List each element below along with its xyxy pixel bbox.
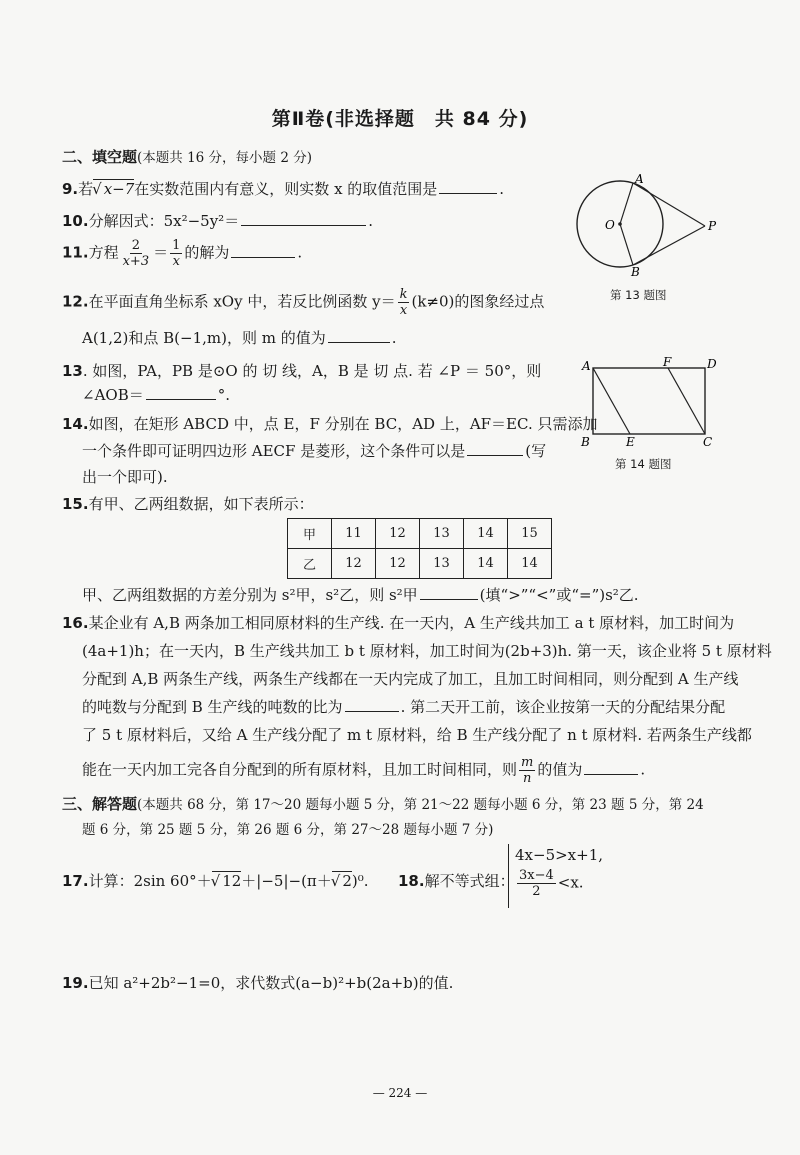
q13-answer-blank[interactable] [146,385,216,400]
center-dot [618,222,622,226]
q16-line6b: 的值为 [537,760,583,779]
rectangle-abcd [593,368,705,434]
table-cell: 12 [376,549,420,579]
question-17 [62,870,369,891]
q11-f1-den: x+3 [122,254,150,269]
label-a: A [635,172,644,186]
table-cell: 14 [464,549,508,579]
q17-text-b: ＋|−5|−(π＋ [241,872,332,890]
q15-after-a: 甲、乙两组数据的方差分别为 s²甲，s²乙，则 s²甲 [82,586,418,604]
radius-ob [620,224,633,265]
q17-radical-2: √ 2 [332,871,352,890]
q17-text-a: 计算：2sin 60°＋ [88,872,212,890]
section2-label: 二、填空题 [62,148,138,166]
q15-data-table-wrap [287,518,552,579]
q18-inequality-system [508,844,635,908]
q12-end: . [391,329,397,347]
q11-f2-num: 1 [172,238,181,253]
q15-number: 15. [62,495,89,513]
q12-fraction [398,287,410,318]
q16-answer-blank-2[interactable] [584,760,638,775]
q14-line2: 一个条件即可证明四边形 AECF 是菱形，这个条件可以是 [82,442,466,460]
table-cell: 12 [376,519,420,549]
q9-answer-blank[interactable] [439,179,497,194]
question-18 [398,870,515,891]
q16-number: 16. [62,614,89,632]
q16-end: . [640,760,646,779]
q14-line2b: (写 [525,442,547,460]
q18-f-num: 3x−4 [519,868,554,883]
section3-note2 [82,818,493,838]
q11-fraction-2 [170,238,182,269]
label-o: O [605,218,615,232]
section3-note2-text: 题 6 分，第 25 题 5 分，第 26 题 6 分，第 27～28 题每小题 7 分) [82,822,494,838]
q11-text-b: 的解为 [184,243,230,262]
question-10 [62,210,373,231]
segment-fc [668,368,705,434]
q18-ineq1: 4x−5>x+1, [515,846,604,864]
q12-text-b: (k≠0)的图象经过点 [411,292,545,311]
table-cell: 乙 [288,549,332,579]
table-cell: 12 [332,549,376,579]
q11-eq: ＝ [153,243,169,262]
label-b: B [581,435,590,448]
q16-f-num: m [521,755,534,770]
figure-14-caption: 第 14 题图 [615,457,672,471]
question-16 [62,612,734,633]
q12-answer-blank[interactable] [328,328,390,343]
q13-line2: ∠AOB＝ [82,386,144,404]
q12-f-den: x [399,303,408,318]
q9-number: 9. [62,180,79,198]
q12-f-num: k [399,287,408,302]
q17-text-c: )⁰. [351,872,369,890]
q18-ineq2 [515,868,635,899]
segment-ae [593,368,630,434]
q13-number: 13 [62,362,83,380]
q16-line5: 了 5 t 原材料后，又给 A 生产线分配了 m t 原材料，给 B 生产线分配了 n t 原材料. 若两条生产线都 [82,726,752,744]
q14-answer-blank[interactable] [467,441,523,456]
q16-f-den: n [522,771,532,786]
section2-heading [62,146,312,167]
q17-radical-1: √ 12 [212,871,242,890]
question-12-line2 [82,327,397,348]
label-f: F [663,356,672,369]
question-13-line2 [82,384,230,405]
section3-label: 三、解答题 [62,795,138,813]
q19-text: 已知 a²+2b²−1=0，求代数式(a−b)²+b(2a+b)的值. [88,974,454,992]
q15-text: 有甲、乙两组数据，如下表所示： [88,495,314,513]
question-14-line3: 出一个即可). [82,468,168,486]
q14-line1: 如图，在矩形 ABCD 中，点 E，F 分别在 BC，AD 上，AF＝EC. 只需添加 [88,415,598,433]
q18-fraction [517,868,556,899]
q17-number: 17. [62,872,89,890]
table-cell: 14 [464,519,508,549]
q15-data-table [287,518,552,579]
q16-line3: 分配到 A,B 两条生产线，两条生产线都在一天内完成了加工，且加工时间相同，则分配到 A 生产线 [82,670,739,688]
q11-fraction-1 [121,238,152,269]
q16-line6a: 能在一天内加工完各自分配到的所有原材料，且加工时间相同，则 [82,760,518,779]
q18-number: 18. [398,872,425,890]
page-number: — 224 — [372,1086,428,1100]
q9-text-a: 若 [78,180,94,198]
label-e: E [626,435,635,448]
q10-answer-blank[interactable] [241,211,366,226]
q11-f2-den: x [172,254,180,269]
question-12 [62,287,544,318]
q16-answer-blank-1[interactable] [345,697,399,712]
q18-ineq2-tail: <x. [557,873,584,892]
q13-line1: . 如图，PA，PB 是⊙O 的 切 线，A，B 是 切 点. 若 ∠P ＝ 50°，则 [82,362,542,380]
q13-end: °. [217,386,231,404]
q10-number: 10. [62,212,89,230]
q12-line2: A(1,2)和点 B(−1,m)，则 m 的值为 [82,329,326,347]
q14-number: 14. [62,415,89,433]
radius-oa [620,183,633,224]
figure-13-caption: 第 13 题图 [610,288,667,302]
question-13 [62,360,541,381]
figure-13-diagram [565,172,725,277]
label-c: C [703,435,713,448]
question-11 [62,238,302,269]
section2-note: (本题共 16 分，每小题 2 分) [137,150,312,166]
q11-number: 11. [62,243,89,262]
tangent-pb [633,226,705,265]
q16-line4b: . 第二天开工前，该企业按第一天的分配结果分配 [400,698,726,716]
q16-line4a: 的吨数与分配到 B 生产线的吨数的比为 [82,698,343,716]
q16-fraction [519,755,535,786]
question-15 [62,493,314,514]
figure-14-diagram [575,356,725,448]
question-9 [62,178,504,199]
q11-end: . [297,243,303,262]
question-15-after [82,584,639,605]
q12-text-a: 在平面直角坐标系 xOy 中，若反比例函数 y＝ [88,292,396,311]
table-row [288,549,552,579]
q16-line2: (4a+1)h；在一天内，B 生产线共加工 b t 原材料，加工时间为(2b+3)h. 第一天，该企业将 5 t 原材料 [82,642,772,660]
q10-text: 分解因式：5x²−5y²＝ [88,212,240,230]
q16-line6 [82,755,645,786]
q12-number: 12. [62,292,89,311]
question-19 [62,972,453,993]
q18-text: 解不等式组： [424,872,515,890]
table-cell: 13 [420,519,464,549]
table-cell: 11 [332,519,376,549]
section3-note1: (本题共 68 分，第 17～20 题每小题 5 分，第 21～22 题每小题 6 分，第 23 题 5 分，第 24 [137,797,704,813]
q15-after-b: (填“>”“<”或“=”)s²乙. [479,586,639,604]
label-a: A [582,359,591,373]
q11-answer-blank[interactable] [231,243,295,258]
question-14 [62,413,598,434]
label-b: B [631,265,640,277]
q11-text-a: 方程 [88,243,119,262]
question-14-line2 [82,440,546,461]
table-cell: 甲 [288,519,332,549]
q16-line1: 某企业有 A,B 两条加工相同原材料的生产线. 在一天内，A 生产线共加工 a t 原材料，加工时间为 [88,614,735,632]
q15-answer-blank[interactable] [420,585,478,600]
table-cell: 15 [508,519,552,549]
q18-f-den: 2 [532,884,541,899]
q10-end: . [368,212,373,230]
q16-line4 [82,696,725,717]
tangent-pa [633,183,705,226]
section3-heading [62,793,704,814]
table-cell: 14 [508,549,552,579]
q9-end: . [499,180,505,198]
q11-f1-num: 2 [131,238,140,253]
table-cell: 13 [420,549,464,579]
q19-number: 19. [62,974,89,992]
q9-text-b: 在实数范围内有意义，则实数 x 的取值范围是 [134,180,438,198]
label-d: D [707,357,717,371]
page-title: 第Ⅱ卷(非选择题 共 84 分) [271,108,529,130]
label-p: P [708,219,717,233]
table-row [288,519,552,549]
q9-radical: √ x−7 [93,179,134,198]
